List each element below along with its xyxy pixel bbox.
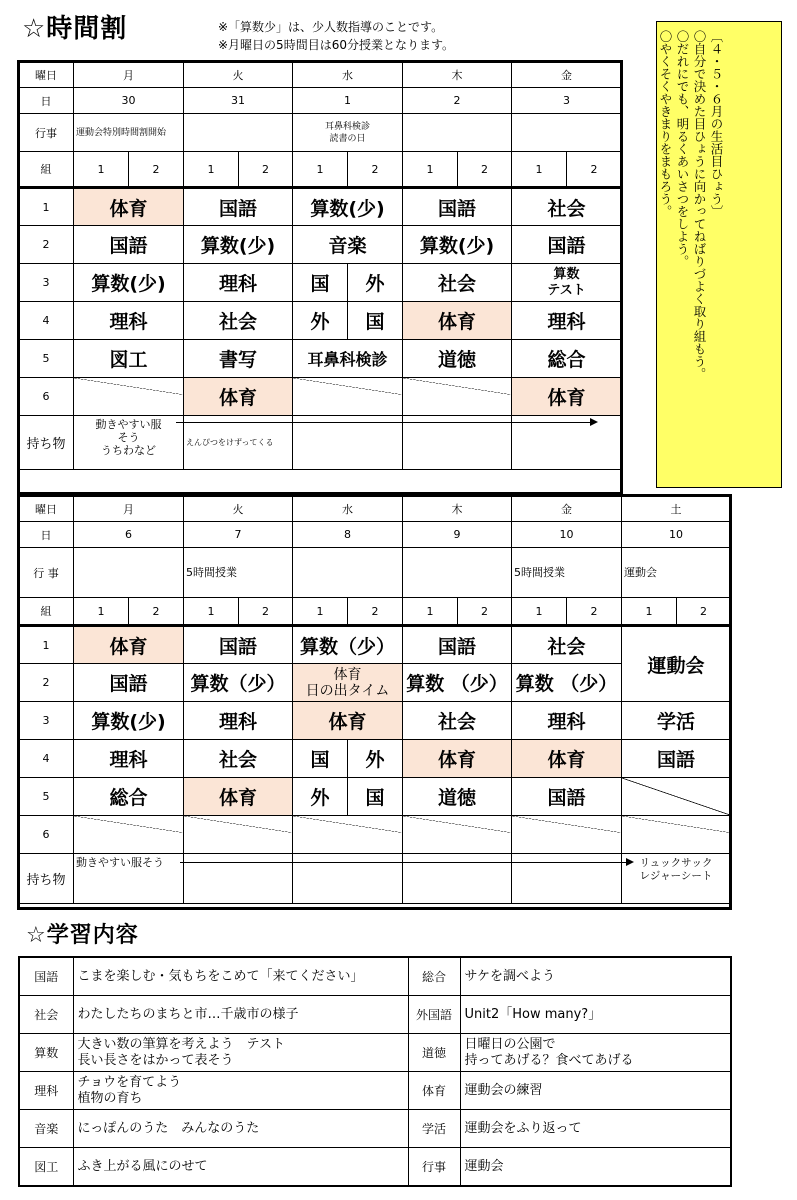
period-5: 5: [19, 340, 74, 378]
cell-wed-p4-g2: 国: [348, 302, 403, 340]
cell-thu-p1: 国語: [403, 626, 512, 664]
date-fri: 3: [512, 88, 622, 114]
cell-wed-p4-g1: 国: [293, 740, 348, 778]
date-mon: 30: [74, 88, 184, 114]
cell-wed-p5: 耳鼻科検診: [293, 340, 403, 378]
cell-wed-p4-g2: 外: [348, 740, 403, 778]
life-goal-box: [656, 21, 782, 488]
event-thu: [403, 114, 512, 152]
group-2: 2: [458, 152, 512, 188]
label-date: 日: [19, 522, 74, 548]
cell-fri-p4: 体育: [512, 740, 622, 778]
cell-fri-p3: 理科: [512, 702, 622, 740]
date-fri: 10: [512, 522, 622, 548]
day-wed: 水: [293, 62, 403, 88]
event-wed: 耳鼻科検診 読書の日: [293, 114, 403, 152]
cell-thu-p6-empty: [403, 378, 512, 416]
cell-fri-p5: 総合: [512, 340, 622, 378]
cell-tue-p5: 書写: [184, 340, 293, 378]
date-wed: 8: [293, 522, 403, 548]
cell-sat-p4: 国語: [622, 740, 731, 778]
label-day: 曜日: [19, 62, 74, 88]
date-wed: 1: [293, 88, 403, 114]
label-items: 持ち物: [19, 416, 74, 470]
cell-fri-p1: 社会: [512, 188, 622, 226]
cell-thu-p5: 道徳: [403, 340, 512, 378]
cell-tue-p3: 理科: [184, 702, 293, 740]
cell-thu-p4: 体育: [403, 740, 512, 778]
cell-thu-p3: 社会: [403, 264, 512, 302]
label-day: 曜日: [19, 496, 74, 522]
period-2: 2: [19, 664, 74, 702]
items-tue: [184, 854, 293, 904]
day-tue: 火: [184, 496, 293, 522]
cell-fri-p6: 体育: [512, 378, 622, 416]
group-2: 2: [239, 598, 293, 626]
cell-tue-p1: 国語: [184, 188, 293, 226]
event-tue: [184, 114, 293, 152]
cell-tue-p5: 体育: [184, 778, 293, 816]
cell-wed-p3: 体育: [293, 702, 403, 740]
cell-fri-p2: 算数 （少）: [512, 664, 622, 702]
period-3: 3: [19, 264, 74, 302]
cell-tue-p4: 社会: [184, 302, 293, 340]
cell-mon-p4: 理科: [74, 302, 184, 340]
study-row: [19, 1110, 731, 1148]
timetable-week2: [18, 495, 731, 904]
subject-content: 運動会をふり返って: [460, 1110, 731, 1148]
cell-tue-p1: 国語: [184, 626, 293, 664]
cell-fri-p3: 算数 テスト: [512, 264, 622, 302]
cell-mon-p6-empty: [74, 816, 184, 854]
cell-thu-p2: 算数(少): [403, 226, 512, 264]
subject-content: チョウを育てよう 植物の育ち: [73, 1072, 408, 1110]
date-tue: 7: [184, 522, 293, 548]
cell-sat-p3: 学活: [622, 702, 731, 740]
label-group: 組: [19, 598, 74, 626]
cell-wed-p2: 音楽: [293, 226, 403, 264]
subject-label: 外国語: [408, 996, 460, 1034]
subject-content: わたしたちのまちと市…千歳市の様子: [73, 996, 408, 1034]
group-1: 1: [512, 152, 567, 188]
cell-fri-p2: 国語: [512, 226, 622, 264]
cell-sat-p5-empty: [622, 778, 731, 816]
cell-wed-p5-g2: 国: [348, 778, 403, 816]
items-mon: 動きやすい服そう: [74, 854, 184, 904]
note-2: ※月曜日の5時間目は60分授業となります。: [218, 38, 455, 52]
day-thu: 木: [403, 62, 512, 88]
label-date: 日: [19, 88, 74, 114]
period-6: 6: [19, 816, 74, 854]
label-event: 行事: [19, 114, 74, 152]
subject-content: ふき上がる風にのせて: [73, 1148, 408, 1187]
label-group: 組: [19, 152, 74, 188]
subject-content: にっぽんのうた みんなのうた: [73, 1110, 408, 1148]
group-2: 2: [348, 598, 403, 626]
cell-fri-p4: 理科: [512, 302, 622, 340]
group-2: 2: [567, 598, 622, 626]
group-1: 1: [74, 152, 129, 188]
date-sat: 10: [622, 522, 731, 548]
cell-tue-p2: 算数（少）: [184, 664, 293, 702]
subject-label: 社会: [19, 996, 73, 1034]
cell-tue-p2: 算数(少): [184, 226, 293, 264]
event-fri: 5時間授業: [512, 548, 622, 598]
cell-tue-p3: 理科: [184, 264, 293, 302]
cell-wed-p6-empty: [293, 378, 403, 416]
subject-label: 算数: [19, 1034, 73, 1072]
subject-label: 道徳: [408, 1034, 460, 1072]
group-1: 1: [184, 152, 239, 188]
study-title: ☆学習内容: [26, 923, 139, 948]
period-4: 4: [19, 302, 74, 340]
period-2: 2: [19, 226, 74, 264]
event-tue: 5時間授業: [184, 548, 293, 598]
cell-mon-p2: 国語: [74, 664, 184, 702]
day-tue: 火: [184, 62, 293, 88]
subject-content: こまを楽しむ・気もちをこめて「来てください」: [73, 957, 408, 996]
study-row: [19, 957, 731, 996]
subject-content: Unit2「How many?」: [460, 996, 731, 1034]
day-wed: 水: [293, 496, 403, 522]
cell-fri-p6-empty: [512, 816, 622, 854]
cell-wed-p4-g1: 外: [293, 302, 348, 340]
subject-label: 行事: [408, 1148, 460, 1187]
period-3: 3: [19, 702, 74, 740]
subject-content: 日曜日の公園で 持ってあげる？食べてあげる: [460, 1034, 731, 1072]
label-event: 行 事: [19, 548, 74, 598]
cell-thu-p3: 社会: [403, 702, 512, 740]
subject-content: サケを調べよう: [460, 957, 731, 996]
note-1: ※「算数少」は、少人数指導のことです。: [218, 20, 444, 34]
period-6: 6: [19, 378, 74, 416]
group-2: 2: [458, 598, 512, 626]
period-1: 1: [19, 188, 74, 226]
cell-tue-p6: 体育: [184, 378, 293, 416]
group-1: 1: [293, 152, 348, 188]
event-fri: [512, 114, 622, 152]
items-arrow-week1: [176, 422, 596, 423]
period-5: 5: [19, 778, 74, 816]
subject-label: 総合: [408, 957, 460, 996]
items-mon: 動きやすい服 そう うちわなど: [74, 416, 184, 470]
cell-fri-p1: 社会: [512, 626, 622, 664]
cell-tue-p6-empty: [184, 816, 293, 854]
group-2: 2: [129, 598, 184, 626]
group-1: 1: [403, 598, 458, 626]
cell-tue-p4: 社会: [184, 740, 293, 778]
items-arrow-week2: [180, 862, 632, 863]
group-1: 1: [184, 598, 239, 626]
group-1: 1: [512, 598, 567, 626]
cell-mon-p2: 国語: [74, 226, 184, 264]
day-mon: 月: [74, 62, 184, 88]
items-tue: えんぴつをけずってくる: [184, 416, 293, 470]
group-1: 1: [293, 598, 348, 626]
study-table: [18, 956, 732, 1187]
subject-label: 図工: [19, 1148, 73, 1187]
cell-sat-p1-p2: 運動会: [622, 626, 731, 702]
page-title: ☆時間割: [22, 14, 128, 44]
event-sat: 運動会: [622, 548, 731, 598]
timetable-week1: [18, 61, 622, 470]
group-1: 1: [74, 598, 129, 626]
items-fri: [512, 416, 622, 470]
label-items: 持ち物: [19, 854, 74, 904]
date-thu: 2: [403, 88, 512, 114]
cell-wed-p3-g1: 国: [293, 264, 348, 302]
cell-wed-p2: 体育 日の出タイム: [293, 664, 403, 702]
group-2: 2: [348, 152, 403, 188]
cell-wed-p6-empty: [293, 816, 403, 854]
items-thu: [403, 854, 512, 904]
period-4: 4: [19, 740, 74, 778]
subject-label: 理科: [19, 1072, 73, 1110]
day-mon: 月: [74, 496, 184, 522]
cell-thu-p2: 算数 （少）: [403, 664, 512, 702]
cell-wed-p3-g2: 外: [348, 264, 403, 302]
cell-wed-p5-g1: 外: [293, 778, 348, 816]
event-mon: 運動会特別時間割開始: [74, 114, 184, 152]
cell-thu-p5: 道徳: [403, 778, 512, 816]
day-fri: 金: [512, 496, 622, 522]
group-1: 1: [622, 598, 677, 626]
study-row: [19, 1148, 731, 1187]
event-wed: [293, 548, 403, 598]
day-thu: 木: [403, 496, 512, 522]
study-row: [19, 1072, 731, 1110]
study-row: [19, 1034, 731, 1072]
group-2: 2: [567, 152, 622, 188]
cell-thu-p4: 体育: [403, 302, 512, 340]
group-2: 2: [677, 598, 731, 626]
event-mon: [74, 548, 184, 598]
cell-mon-p4: 理科: [74, 740, 184, 778]
event-thu: [403, 548, 512, 598]
cell-mon-p5: 総合: [74, 778, 184, 816]
cell-thu-p6-empty: [403, 816, 512, 854]
group-2: 2: [129, 152, 184, 188]
day-sat: 土: [622, 496, 731, 522]
cell-mon-p5: 図工: [74, 340, 184, 378]
life-goal-text: 〔４・５・６月の生活目ひょう〕 〇自分で決めた目ひょうに向かってねばりづよく取り組もう。 〇だれにでも、明るくあいさつをしよう。 〇やくそくやきまりをまもろう。: [658, 30, 724, 380]
cell-sat-p6-empty: [622, 816, 731, 854]
study-row: [19, 996, 731, 1034]
group-1: 1: [403, 152, 458, 188]
cell-wed-p1: 算数(少): [293, 188, 403, 226]
cell-fri-p5: 国語: [512, 778, 622, 816]
cell-mon-p6-empty: [74, 378, 184, 416]
items-wed: [293, 416, 403, 470]
period-1: 1: [19, 626, 74, 664]
subject-content: 大きい数の筆算を考えよう テスト 長い長さをはかって表そう: [73, 1034, 408, 1072]
date-tue: 31: [184, 88, 293, 114]
items-wed: [293, 854, 403, 904]
items-sat: リュックサック レジャーシート: [622, 854, 731, 904]
cell-mon-p1: 体育: [74, 626, 184, 664]
subject-label: 音楽: [19, 1110, 73, 1148]
day-fri: 金: [512, 62, 622, 88]
subject-label: 体育: [408, 1072, 460, 1110]
cell-mon-p3: 算数(少): [74, 702, 184, 740]
cell-wed-p1: 算数（少）: [293, 626, 403, 664]
subject-label: 国語: [19, 957, 73, 996]
items-thu: [403, 416, 512, 470]
date-mon: 6: [74, 522, 184, 548]
date-thu: 9: [403, 522, 512, 548]
items-fri: [512, 854, 622, 904]
subject-label: 学活: [408, 1110, 460, 1148]
subject-content: 運動会: [460, 1148, 731, 1187]
cell-mon-p1: 体育: [74, 188, 184, 226]
group-2: 2: [239, 152, 293, 188]
cell-thu-p1: 国語: [403, 188, 512, 226]
subject-content: 運動会の練習: [460, 1072, 731, 1110]
cell-mon-p3: 算数(少): [74, 264, 184, 302]
